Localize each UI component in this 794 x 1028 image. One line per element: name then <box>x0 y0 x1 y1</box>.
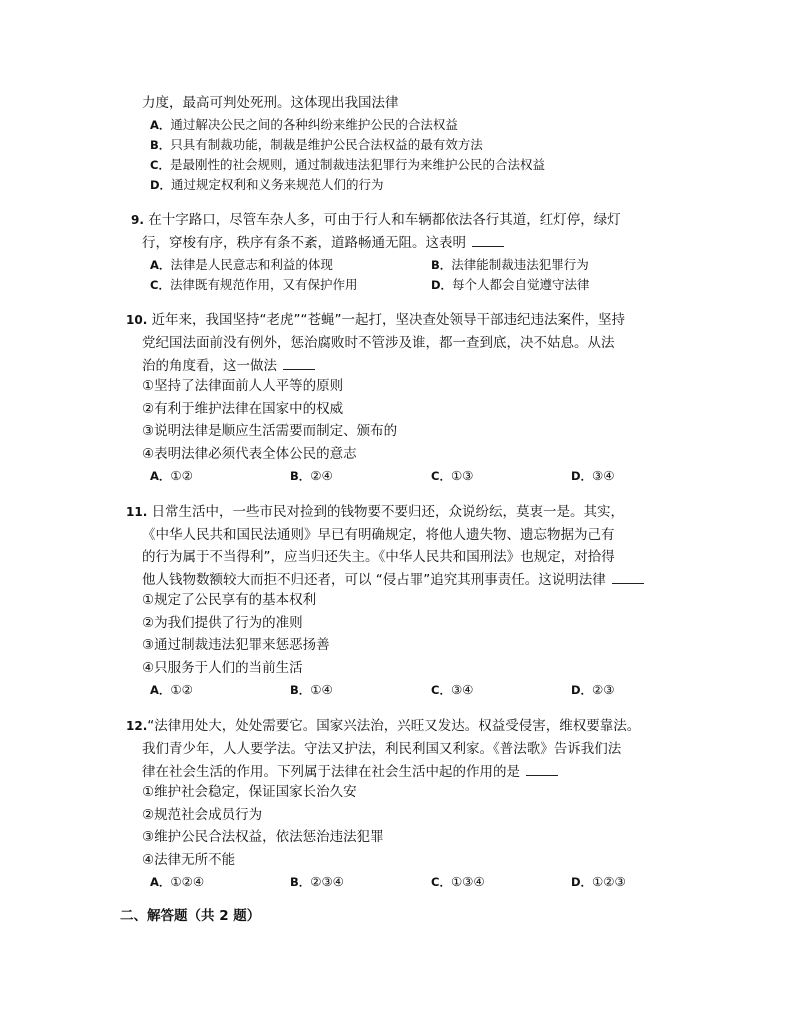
option-a: A．①② <box>150 682 193 697</box>
option-a: A．①② <box>150 468 193 483</box>
question-stem-line: 11. 日常生活中，一些市民对捡到的钱物要不要归还，众说纷纭，莫衷一是。其实， <box>126 504 625 520</box>
option-b: B．②④ <box>290 468 333 483</box>
statement-4: ④只服务于人们的当前生活 <box>142 660 303 676</box>
option-d: D．②③ <box>571 682 615 697</box>
statement-4: ④表明法律必须代表全体公民的意志 <box>142 446 357 462</box>
option-a: A．通过解决公民之间的各种纠纷来维护公民的合法权益 <box>150 117 458 132</box>
question-stem-line: 9. 在十字路口，尽管车杂人多，可由于行人和车辆都依法各行其道，红灯停，绿灯 <box>131 212 621 228</box>
answer-blank <box>472 233 504 247</box>
statement-2: ②为我们提供了行为的准则 <box>142 615 303 631</box>
question-stem-line: 治的角度看，这一做法 <box>142 356 315 376</box>
statement-4: ④法律无所不能 <box>142 852 236 868</box>
answer-blank <box>283 356 315 370</box>
question-stem-line: 12.“法律用处大，处处需要它。国家兴法治，兴旺又发达。权益受侵害，维权要靠法。 <box>126 718 641 734</box>
answer-blank <box>612 570 644 584</box>
option-b: B．①④ <box>290 682 333 697</box>
question-stem-line: 的行为属于不当得利”，应当归还失主。《中华人民共和国刑法》也规定，对拾得 <box>142 549 615 565</box>
statement-1: ①规定了公民享有的基本权利 <box>142 592 317 608</box>
option-b: B．法律能制裁违法犯罪行为 <box>431 257 589 272</box>
statement-3: ③说明法律是顺应生活需要而制定、颁布的 <box>142 423 398 439</box>
statement-1: ①坚持了法律面前人人平等的原则 <box>142 378 344 394</box>
question-stem-line: 10. 近年来，我国坚持“老虎”“苍蝇”一起打，坚决查处领导干部违纪违法案件，坚持 <box>126 312 626 328</box>
statement-2: ②有利于维护法律在国家中的权威 <box>142 401 344 417</box>
option-c: C．③④ <box>431 682 474 697</box>
option-a: A．①②④ <box>150 874 205 889</box>
question-stem-line: 力度，最高可判处死刑。这体现出我国法律 <box>142 95 399 111</box>
question-number: 12. <box>126 719 148 733</box>
option-b: B．只具有制裁功能，制裁是维护公民合法权益的最有效方法 <box>150 137 483 152</box>
statement-2: ②规范社会成员行为 <box>142 807 263 823</box>
statement-3: ③维护公民合法权益，依法惩治违法犯罪 <box>142 829 384 845</box>
question-number: 9. <box>131 213 144 227</box>
option-d: D．每个人都会自觉遵守法律 <box>431 277 590 292</box>
option-c: C．①③④ <box>431 874 485 889</box>
question-stem-line: 他人钱物数额较大而拒不归还者，可以 “侵占罪”追究其刑事责任。这说明法律 <box>142 570 644 590</box>
statement-3: ③通过制裁违法犯罪来惩恶扬善 <box>142 637 330 653</box>
option-c: C．法律既有规范作用，又有保护作用 <box>150 277 358 292</box>
question-stem-line: 《中华人民共和国民法通则》早已有明确规定，将他人遗失物、遗忘物据为己有 <box>142 527 615 543</box>
option-a: A．法律是人民意志和利益的体现 <box>150 257 333 272</box>
question-stem-line: 我们青少年，人人要学法。守法又护法，利民利国又利家。《普法歌》告诉我们法 <box>142 741 622 757</box>
question-stem-line: 律在社会生活的作用。下列属于法律在社会生活中起的作用的是 <box>142 762 558 782</box>
option-d: D．①②③ <box>571 874 626 889</box>
option-d: D．通过规定权利和义务来规范人们的行为 <box>150 177 384 192</box>
question-stem-line: 党纪国法面前没有例外，惩治腐败时不管涉及谁，都一查到底，决不姑息。从法 <box>142 335 615 351</box>
section-heading: 二、解答题（共 2 题） <box>120 908 261 924</box>
question-number: 10. <box>126 313 148 327</box>
option-c: C．①③ <box>431 468 474 483</box>
option-d: D．③④ <box>571 468 615 483</box>
question-number: 11. <box>126 505 148 519</box>
option-c: C．是最刚性的社会规则，通过制裁违法犯罪行为来维护公民的合法权益 <box>150 157 545 172</box>
answer-blank <box>526 762 558 776</box>
statement-1: ①维护社会稳定，保证国家长治久安 <box>142 784 357 800</box>
question-stem-line: 行，穿梭有序，秩序有条不紊，道路畅通无阻。这表明 <box>142 233 504 253</box>
option-b: B．②③④ <box>290 874 344 889</box>
